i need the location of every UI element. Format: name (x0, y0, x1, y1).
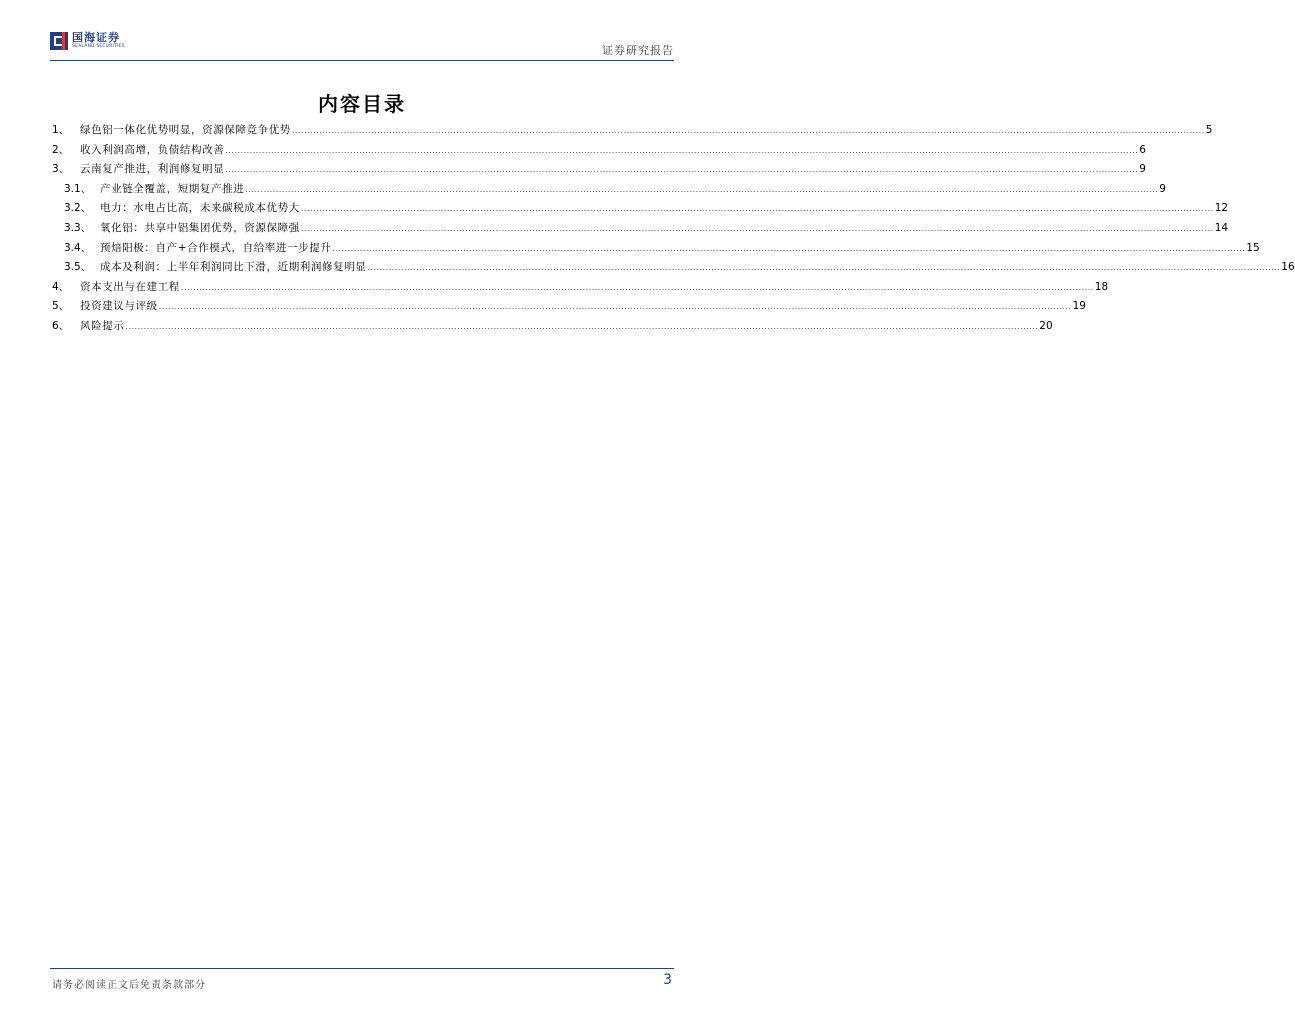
toc-entry-page: 19 (1072, 300, 1086, 313)
toc-entry[interactable] (52, 258, 1295, 278)
toc-leader-dots: ............................................................................................................................................................................................................................................................................................................ (225, 145, 1139, 155)
toc-leader-dots: ............................................................................................................................................................................................................................................................................................................ (245, 184, 1159, 194)
toc-entry[interactable] (52, 297, 1086, 317)
toc-entry[interactable] (52, 199, 1229, 219)
toc-entry-label: 投资建议与评级 (80, 300, 158, 313)
toc-entry-number: 3.2、 (64, 202, 92, 215)
toc-entry[interactable] (52, 121, 1213, 141)
toc-entry-page: 5 (1205, 124, 1213, 136)
toc-leader-dots: ............................................................................................................................................................................................................................................................................................................ (367, 263, 1281, 273)
toc-leader-dots: ............................................................................................................................................................................................................................................................................................................ (332, 243, 1246, 253)
page-header (50, 28, 674, 61)
footer-disclaimer: 请务必阅读正文后免责条款部分 (52, 980, 206, 991)
toc-entry-number: 3.1、 (64, 182, 92, 195)
toc-entry-label: 氧化铝：共享中铝集团优势，资源保障强 (100, 221, 300, 234)
toc-entry-number: 5、 (52, 300, 70, 313)
toc-entry-page: 12 (1214, 202, 1229, 215)
company-logo (50, 32, 125, 50)
toc-entry[interactable] (52, 219, 1229, 239)
report-type-label: 证券研究报告 (602, 44, 674, 57)
toc-entry-number: 6、 (52, 319, 70, 332)
page-number: 3 (663, 972, 672, 988)
toc-entry-label: 预焙阳极：自产+合作模式，自给率进一步提升 (100, 241, 332, 254)
toc-leader-dots: ............................................................................................................................................................................................................................................................................................................ (291, 126, 1205, 135)
toc-entry-label: 云南复产推进，利润修复明显 (80, 163, 225, 176)
toc-entry-label: 资本支出与在建工程 (80, 280, 180, 293)
logo-name-en: SEALAND SECURITIES (72, 44, 125, 50)
toc-leader-dots: ............................................................................................................................................................................................................................................................................................................ (180, 282, 1094, 292)
toc-entry-label: 成本及利润：上半年利润同比下滑，近期利润修复明显 (100, 261, 367, 274)
toc-leader-dots: ............................................................................................................................................................................................................................................................................................................ (125, 321, 1039, 331)
logo-icon (50, 32, 68, 50)
toc-entry-page: 14 (1214, 221, 1229, 234)
toc-entry-page: 9 (1139, 163, 1146, 176)
toc-entry-label: 收入利润高增，负债结构改善 (80, 143, 225, 156)
toc-entry-label: 风险提示 (80, 319, 125, 332)
toc-entry[interactable] (52, 180, 1166, 200)
toc-entry-label: 产业链全覆盖，短期复产推进 (100, 182, 245, 195)
toc-entry-number: 3.4、 (64, 241, 92, 254)
toc-entry-page: 18 (1094, 280, 1109, 293)
toc-entry-number: 1、 (52, 124, 70, 136)
toc-entry-number: 4、 (52, 280, 70, 293)
toc-entry[interactable] (52, 278, 1109, 298)
toc-entry-page: 6 (1139, 143, 1146, 156)
footer-rule (50, 968, 674, 969)
logo-name-cn: 国海证券 (72, 31, 120, 45)
toc-entry-number: 3.3、 (64, 221, 92, 234)
toc-entry-number: 3、 (52, 163, 70, 176)
toc-entry-label: 电力：水电占比高，未来碳税成本优势大 (100, 202, 300, 215)
table-of-contents (52, 121, 1295, 337)
toc-leader-dots: ............................................................................................................................................................................................................................................................................................................ (300, 223, 1214, 233)
toc-entry-page: 15 (1246, 241, 1260, 254)
toc-entry[interactable] (52, 141, 1146, 161)
toc-entry[interactable] (52, 317, 1053, 337)
toc-leader-dots: ............................................................................................................................................................................................................................................................................................................ (158, 302, 1072, 312)
toc-entry-number: 2、 (52, 143, 70, 156)
toc-entry-page: 16 (1281, 261, 1295, 274)
toc-title: 内容目录 (318, 92, 406, 116)
toc-entry-number: 3.5、 (64, 261, 92, 274)
toc-leader-dots: ............................................................................................................................................................................................................................................................................................................ (300, 204, 1214, 214)
toc-entry-label: 绿色铝一体化优势明显，资源保障竞争优势 (80, 124, 291, 136)
toc-entry[interactable] (52, 239, 1260, 259)
toc-entry-page: 9 (1159, 182, 1166, 195)
toc-entry[interactable] (52, 160, 1146, 180)
toc-entry-page: 20 (1039, 319, 1053, 332)
toc-leader-dots: ............................................................................................................................................................................................................................................................................................................ (225, 165, 1139, 175)
